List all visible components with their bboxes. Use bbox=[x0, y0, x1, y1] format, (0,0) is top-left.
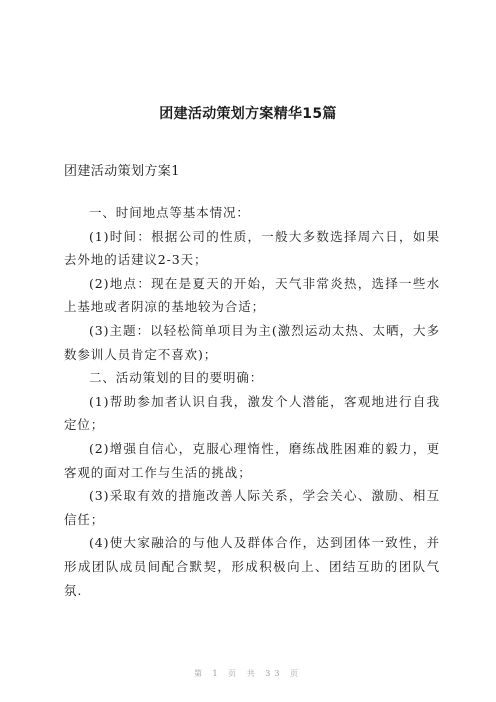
paragraph: (3)采取有效的措施改善人际关系，学会关心、激励、相互信任； bbox=[64, 488, 440, 527]
paragraph: (2)增强自信心，克服心理惰性，磨练战胜困难的毅力，更客观的面对工作与生活的挑战； bbox=[64, 440, 440, 480]
paragraph: (3)主题：以轻松简单项目为主(激烈运动太热、太晒，大多数参训人员肯定不喜欢)； bbox=[64, 322, 440, 362]
document-title: 团建活动策划方案精华15篇 bbox=[159, 106, 337, 122]
section-title: 团建活动策划方案1 bbox=[64, 164, 180, 179]
paragraph: 二、活动策划的目的要明确： bbox=[89, 370, 264, 386]
paragraph: (1)时间：根据公司的性质，一般大多数选择周六日，如果去外地的话建议2-3天； bbox=[64, 228, 440, 268]
paragraph: (2)地点：现在是夏天的开始，天气非常炎热，选择一些水上基地或者阴凉的基地较为合适； bbox=[64, 275, 440, 315]
paragraph: 一、时间地点等基本情况： bbox=[89, 205, 250, 220]
document-body bbox=[64, 201, 440, 602]
paragraph: (4)使大家融洽的与他人及群体合作，达到团体一致性，并形成团队成员间配合默契，形成积极向上、团结互助的团队气氛. bbox=[64, 535, 440, 598]
page-footer: 第 1 页 共 33 页 bbox=[194, 669, 302, 678]
paragraph: (1)帮助参加者认识自我，激发个人潜能，客观地进行自我定位； bbox=[64, 393, 440, 433]
